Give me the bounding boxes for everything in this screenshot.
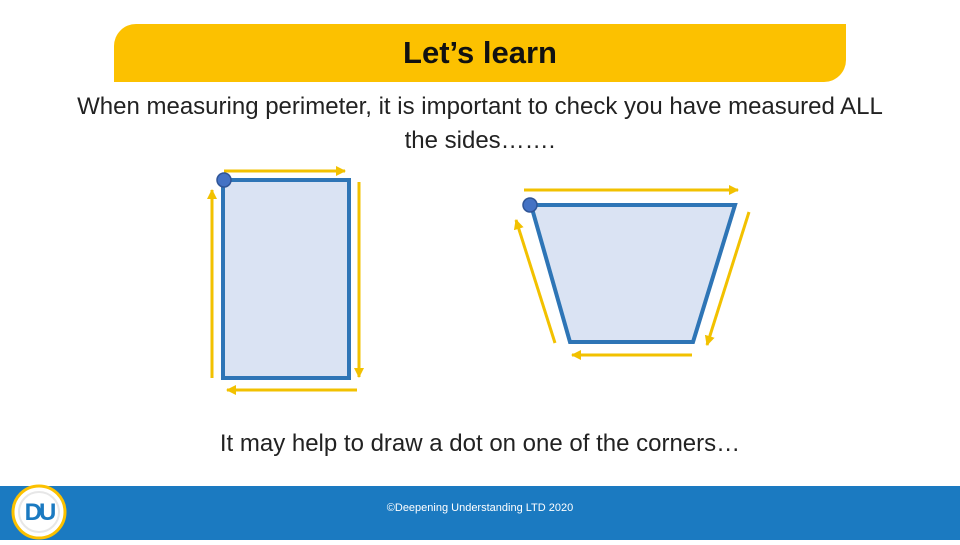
rectangle-shape xyxy=(212,171,359,390)
trapezium-fill xyxy=(531,205,735,342)
trapezium-shape xyxy=(516,190,749,355)
hint-text: It may help to draw a dot on one of the corners… xyxy=(219,430,741,457)
page-title: Let’s learn xyxy=(403,35,557,70)
footer-copyright: ©Deepening Understanding LTD 2020 xyxy=(386,502,574,514)
intro-text: When measuring perimeter, it is important to check you have measured ALL the sides……. xyxy=(77,93,883,154)
trapezium-corner-dot xyxy=(523,198,537,212)
rectangle-corner-dot xyxy=(217,173,231,187)
rectangle-fill xyxy=(223,180,349,378)
logo-letters: DU xyxy=(24,499,54,526)
